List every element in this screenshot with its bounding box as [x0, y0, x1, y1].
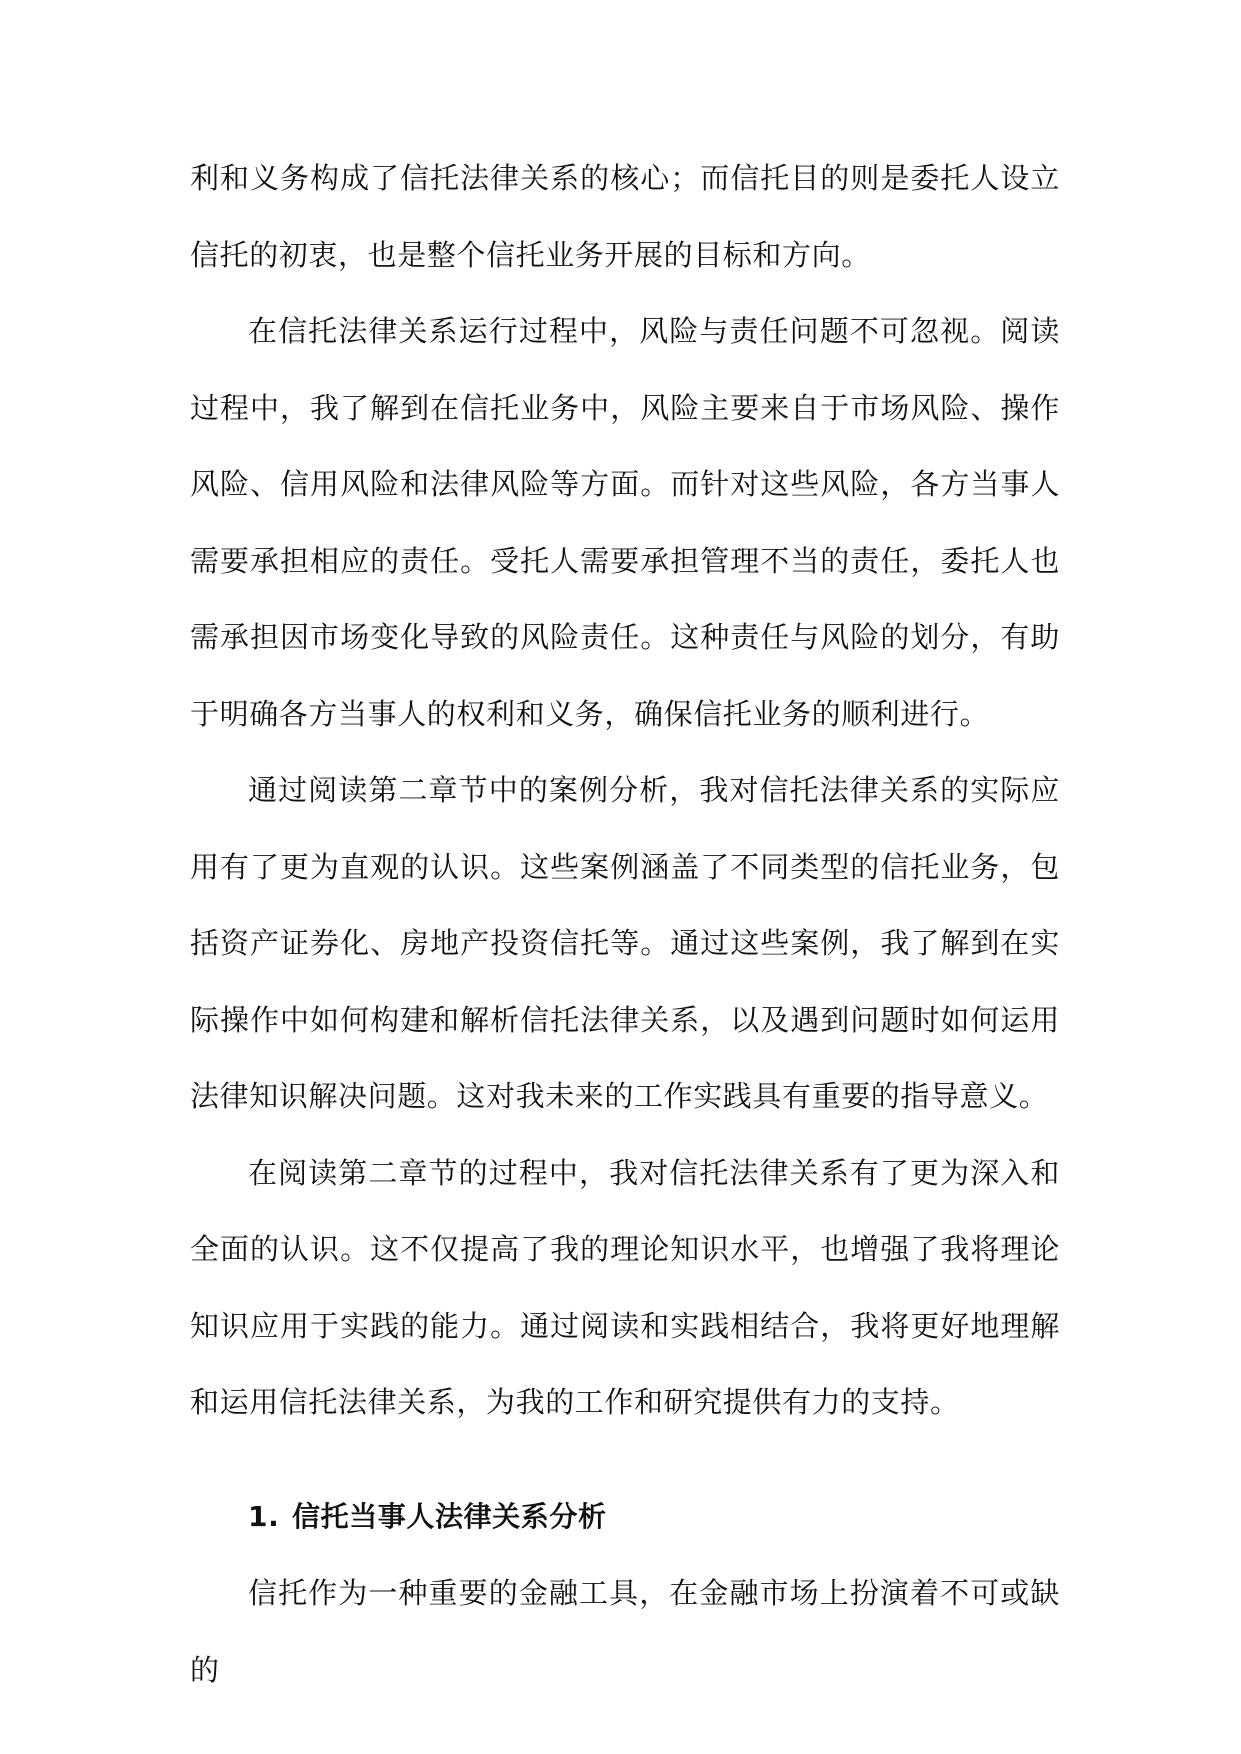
section-heading [190, 1479, 1060, 1556]
paragraph-1: 利和义务构成了信托法律关系的核心；而信托目的则是委托人设立信托的初衷，也是整个信托业务开展的目标和方向。 [190, 161, 1060, 272]
document-body [190, 140, 1060, 1708]
paragraph-3: 通过阅读第二章节中的案例分析，我对信托法律关系的实际应用有了更为直观的认识。这些案例涵盖了不同类型的信托业务，包括资产证券化、房地产投资信托等。通过这些案例，我了解到在实际操作中如何构建和解析信托法律关系，以及遇到问题时如何运用法律知识解决问题。这对我未来的工作实践具有重要的指导意义。 [190, 773, 1060, 1113]
paragraph-2: 在信托法律关系运行过程中，风险与责任问题不可忽视。阅读过程中，我了解到在信托业务中，风险主要来自于市场风险、操作风险、信用风险和法律风险等方面。而针对这些风险，各方当事人需要承担相应的责任。受托人需要承担管理不当的责任，委托人也需承担因市场变化导致的风险责任。这种责任与风险的划分，有助于明确各方当事人的权利和义务，确保信托业务的顺利进行。 [190, 314, 1060, 731]
paragraph-5: 信托作为一种重要的金融工具，在金融市场上扮演着不可或缺的 [190, 1576, 1060, 1687]
paragraph-4: 在阅读第二章节的过程中，我对信托法律关系有了更为深入和全面的认识。这不仅提高了我的理论知识水平，也增强了我将理论知识应用于实践的能力。通过阅读和实践相结合，我将更好地理解和运用信托法律关系，为我的工作和研究提供有力的支持。 [190, 1155, 1060, 1419]
section-number: 1. [248, 1499, 280, 1533]
section-title: 信托当事人法律关系分析 [292, 1499, 607, 1533]
